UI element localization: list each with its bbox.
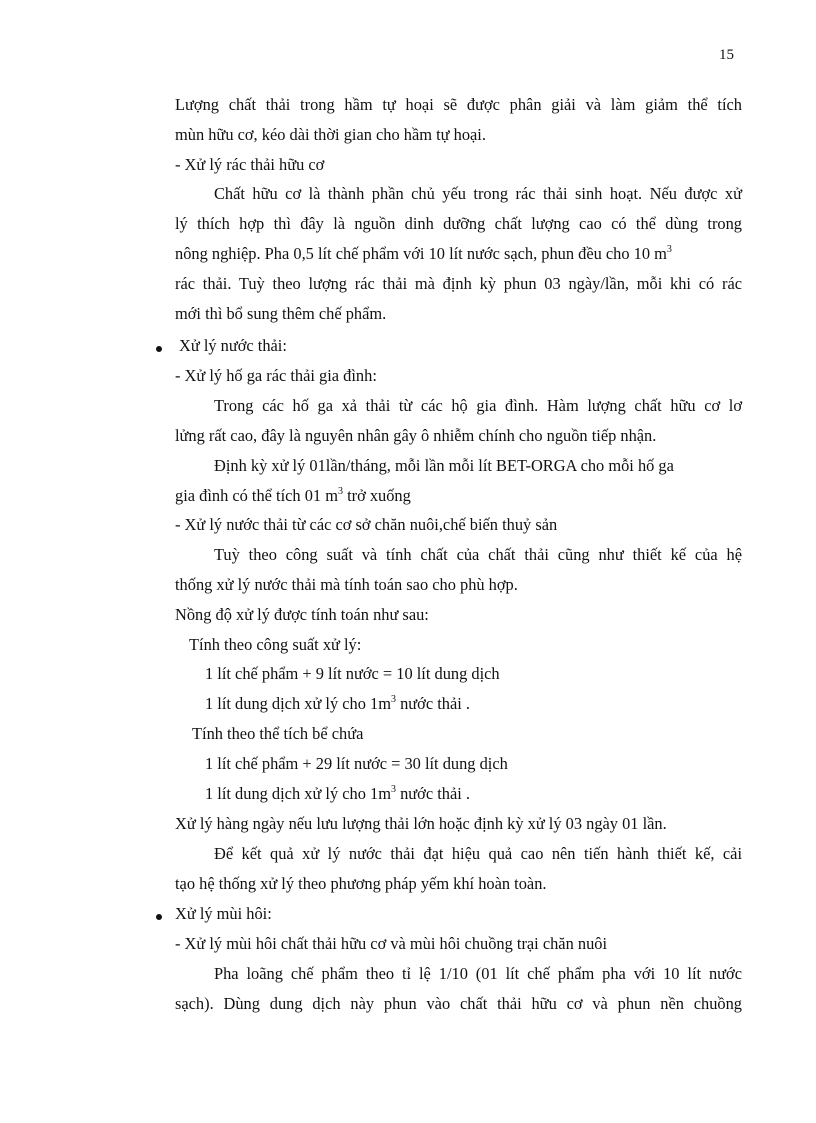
paragraph-line: Chất hữu cơ là thành phần chủ yếu trong rác thải sinh hoạt. Nếu được xử	[214, 184, 742, 203]
section-subheading: - Xử lý mùi hôi chất thải hữu cơ và mùi hôi chuồng trại chăn nuôi	[175, 934, 608, 953]
formula-line: 1 lít chế phẩm + 29 lít nước = 30 lít dung dịch	[205, 754, 508, 773]
paragraph-line: lý thích hợp thì đây là nguồn dinh dưỡng chất lượng cao có thể dùng trong	[175, 214, 742, 233]
paragraph-line: Để kết quả xử lý nước thải đạt hiệu quả cao nên tiến hành thiết kế, cải	[214, 844, 742, 863]
paragraph-line: Pha loãng chế phẩm theo tỉ lệ 1/10 (01 lít chế phẩm pha với 10 lít nước	[214, 964, 742, 983]
paragraph-line: Trong các hố ga xả thải từ các hộ gia đình. Hàm lượng chất hữu cơ lơ	[214, 396, 742, 415]
section-subheading: - Xử lý nước thải từ các cơ sở chăn nuôi,chế biến thuỷ sản	[175, 515, 558, 534]
paragraph-line: Lượng chất thải trong hầm tự hoại sẽ được phân giải và làm giảm thể tích	[175, 95, 742, 114]
paragraph-line: rác thải. Tuỳ theo lượng rác thải mà định kỳ phun 03 ngày/lần, mỗi khi có rác	[175, 274, 742, 293]
formula-line: 1 lít dung dịch xử lý cho $1m^3$ nước thải .	[205, 783, 470, 803]
page-number: 15	[719, 47, 734, 63]
paragraph-line: lửng rất cao, đây là nguyên nhân gây ô nhiễm chính cho nguồn tiếp nhận.	[175, 426, 657, 445]
section-subheading: - Xử lý rác thải hữu cơ	[175, 155, 325, 174]
formula-line: 1 lít chế phẩm + 9 lít nước = 10 lít dung dịch	[205, 664, 500, 683]
bullet-icon	[156, 346, 162, 352]
paragraph-line: sạch). Dùng dung dịch này phun vào chất thải hữu cơ và phun nền chuồng	[175, 994, 742, 1013]
formula-line: 1 lít dung dịch xử lý cho $1m^3$ nước thải .	[205, 693, 470, 713]
formula-title: Tính theo thể tích bể chứa	[192, 724, 364, 743]
paragraph-line: gia đình có thể tích 01 $m^3$ trở xuống	[175, 485, 411, 505]
section-heading: Xử lý mùi hôi:	[175, 904, 272, 923]
paragraph-line: tạo hệ thống xử lý theo phương pháp yếm khí hoàn toàn.	[175, 874, 547, 893]
paragraph-line: Xử lý hàng ngày nếu lưu lượng thải lớn hoặc định kỳ xử lý 03 ngày 01 lần.	[175, 814, 667, 833]
paragraph-line: nông nghiệp. Pha 0,5 lít chế phẩm với 10 lít nước sạch, phun đều cho 10 $m^3$	[175, 243, 672, 263]
paragraph-line: Tuỳ theo công suất và tính chất của chất thải cũng như thiết kế của hệ	[214, 545, 742, 564]
paragraph-line: Định kỳ xử lý 01lần/tháng, mỗi lần mỗi lít BET-ORGA cho mỗi hố ga	[214, 456, 674, 475]
section-subheading: - Xử lý hố ga rác thải gia đình:	[175, 366, 377, 385]
paragraph-line: Nồng độ xử lý được tính toán như sau:	[175, 605, 429, 624]
section-heading: Xử lý nước thải:	[179, 336, 287, 355]
paragraph-line: mới thì bổ sung thêm chế phẩm.	[175, 304, 387, 323]
paragraph-line: mùn hữu cơ, kéo dài thời gian cho hầm tự hoại.	[175, 125, 486, 144]
paragraph-line: thống xử lý nước thải mà tính toán sao cho phù hợp.	[175, 575, 518, 594]
formula-title: Tính theo công suất xử lý:	[189, 635, 362, 654]
bullet-icon	[156, 914, 162, 920]
